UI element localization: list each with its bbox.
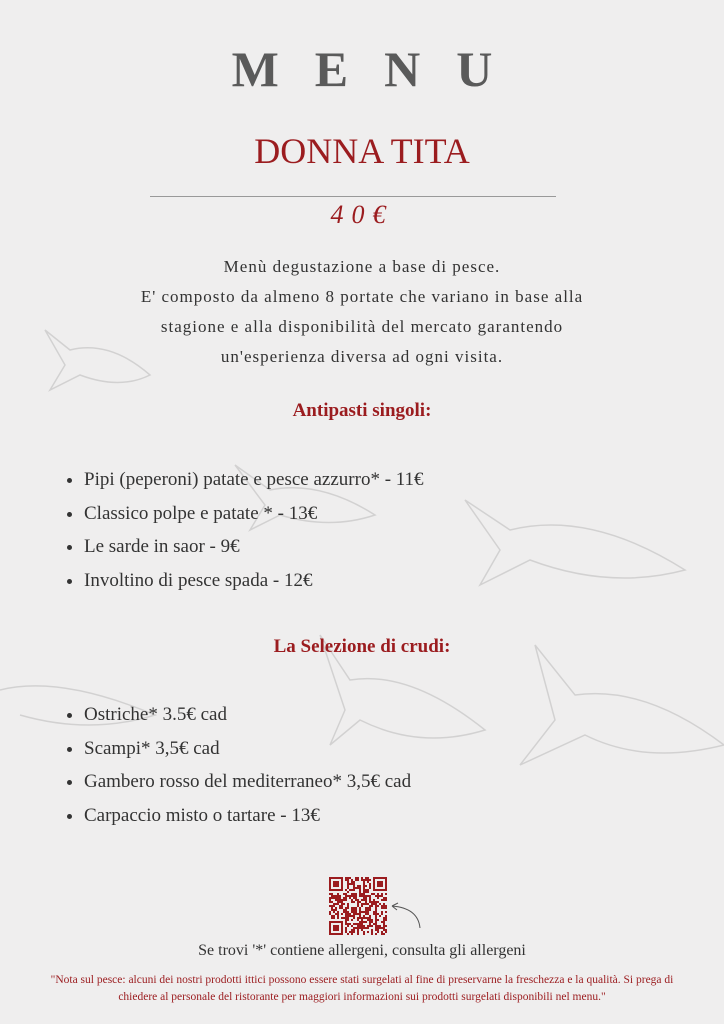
list-item: • Carpaccio misto o tartare - 13€: [84, 799, 411, 833]
section-title-antipasti: Antipasti singoli:: [292, 400, 432, 421]
allergens-qr-code[interactable]: [329, 877, 387, 935]
fish-illustration-icon: [515, 640, 724, 770]
description-line: stagione e alla disponibilità del mercato garantendo: [160, 317, 564, 336]
crudi-list: [62, 698, 411, 832]
list-item: • Classico polpe e patate * - 13€: [84, 497, 424, 531]
page-title: MENU: [231, 41, 529, 97]
fish-note: "Nota sul pesce: alcuni dei nostri prodotti ittici possono essere stati surgelati al fine di preservarne la freschezza e la qualità. Si prega di chiedere al personale del ristorante per maggiori informazioni sui prodotti surgelati disponibili nel menu.": [50, 974, 674, 1003]
menu-price: 40€: [330, 200, 394, 229]
list-item: • Gambero rosso del mediterraneo* 3,5€ cad: [84, 765, 411, 799]
list-item: • Scampi* 3,5€ cad: [84, 732, 411, 766]
arrow-icon: [388, 900, 424, 930]
allergens-note: Se trovi '*' contiene allergeni, consulta gli allergeni: [198, 942, 526, 959]
section-title-crudi: La Selezione di crudi:: [273, 636, 451, 657]
description-line: E' composto da almeno 8 portate che variano in base alla: [140, 287, 584, 306]
fish-illustration-icon: [460, 490, 690, 590]
description-line: Menù degustazione a base di pesce.: [223, 257, 501, 276]
antipasti-list: [62, 463, 424, 597]
restaurant-name: DONNA TITA: [254, 131, 470, 171]
description-line: un'esperienza diversa ad ogni visita.: [220, 347, 504, 366]
menu-description: [0, 252, 724, 372]
list-item: • Ostriche* 3.5€ cad: [84, 698, 411, 732]
list-item: • Involtino di pesce spada - 12€: [84, 564, 424, 598]
divider: [150, 196, 556, 197]
list-item: • Pipi (peperoni) patate e pesce azzurro* - 11€: [84, 463, 424, 497]
list-item: • Le sarde in saor - 9€: [84, 530, 424, 564]
